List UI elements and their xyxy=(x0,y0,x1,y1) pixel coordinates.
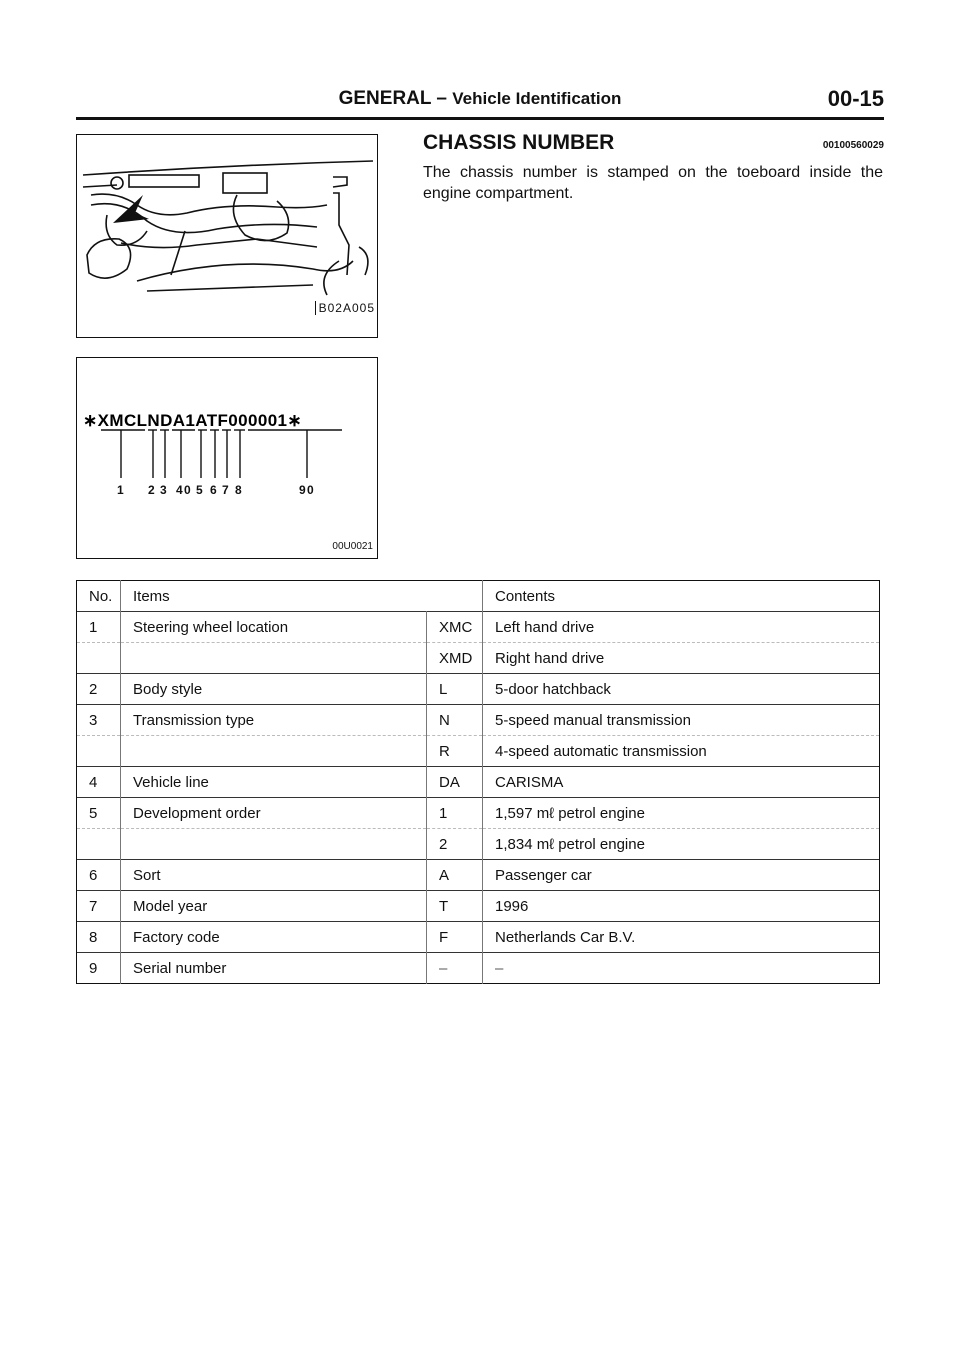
row-no: 7 xyxy=(77,891,121,922)
row-code: XMC xyxy=(427,612,483,643)
table-row xyxy=(77,612,880,643)
section-description: The chassis number is stamped on the toeboard inside the engine compartment. xyxy=(423,164,883,202)
vin-label-3: 3 xyxy=(160,483,167,497)
row-item: Vehicle line xyxy=(121,767,427,798)
row-item: Steering wheel location xyxy=(121,612,427,643)
row-content: Right hand drive xyxy=(483,643,880,674)
page-number: 00-15 xyxy=(827,86,884,111)
header-no: No. xyxy=(77,581,121,612)
row-content: 4-speed automatic transmission xyxy=(483,736,880,767)
table-row xyxy=(77,736,880,767)
engine-compartment-figure xyxy=(76,134,378,338)
header-blank xyxy=(427,581,483,612)
row-no: 5 xyxy=(77,798,121,829)
row-content: 5-speed manual transmission xyxy=(483,705,880,736)
table-row xyxy=(77,674,880,705)
section-id: 00100560029 xyxy=(822,140,884,151)
row-content: 1,597 mℓ petrol engine xyxy=(483,798,880,829)
figure-code: 00U0021 xyxy=(332,541,373,552)
vin-string: ∗XMCLNDA1ATF000001∗ xyxy=(83,411,303,430)
vin-label-9: 9 xyxy=(299,483,306,497)
vin-label-4: 4 xyxy=(176,483,183,497)
row-code: 1 xyxy=(427,798,483,829)
row-code: F xyxy=(427,922,483,953)
vin-label-5: 5 xyxy=(196,483,203,497)
row-content: CARISMA xyxy=(483,767,880,798)
row-content: – xyxy=(483,953,880,984)
header-contents: Contents xyxy=(483,581,880,612)
table-row xyxy=(77,643,880,674)
table-header-row xyxy=(77,581,880,612)
row-item: Model year xyxy=(121,891,427,922)
title-main: GENERAL xyxy=(338,88,432,109)
table-row xyxy=(77,860,880,891)
row-no: 2 xyxy=(77,674,121,705)
row-code: – xyxy=(427,953,483,984)
row-item xyxy=(121,829,427,860)
row-content: 1,834 mℓ petrol engine xyxy=(483,829,880,860)
vin-label-6: 6 xyxy=(210,483,217,497)
vin-label-2: 2 xyxy=(148,483,155,497)
vin-label-8: 8 xyxy=(235,483,242,497)
table-row xyxy=(77,829,880,860)
title-separator: – xyxy=(431,88,453,109)
row-content: 1996 xyxy=(483,891,880,922)
section-title: CHASSIS NUMBER xyxy=(423,131,615,154)
vin-label-0b: 0 xyxy=(307,483,314,497)
vin-label-7: 7 xyxy=(222,483,229,497)
vin-label-1: 1 xyxy=(117,483,124,497)
row-content: Left hand drive xyxy=(483,612,880,643)
row-no: 6 xyxy=(77,860,121,891)
vin-label-0a: 0 xyxy=(184,483,191,497)
row-item: Sort xyxy=(121,860,427,891)
row-code: DA xyxy=(427,767,483,798)
table-row xyxy=(77,922,880,953)
row-no: 1 xyxy=(77,612,121,643)
page-header xyxy=(76,86,884,118)
row-item: Factory code xyxy=(121,922,427,953)
row-no xyxy=(77,829,121,860)
vin-breakdown-drawing xyxy=(77,358,379,560)
row-code: A xyxy=(427,860,483,891)
row-item: Development order xyxy=(121,798,427,829)
row-no xyxy=(77,643,121,674)
table-row xyxy=(77,953,880,984)
row-code: XMD xyxy=(427,643,483,674)
row-content: 5-door hatchback xyxy=(483,674,880,705)
row-code: R xyxy=(427,736,483,767)
header-items: Items xyxy=(133,587,170,605)
row-item: Body style xyxy=(121,674,427,705)
row-item: Serial number xyxy=(121,953,427,984)
row-code: N xyxy=(427,705,483,736)
row-no: 8 xyxy=(77,922,121,953)
row-content: Passenger car xyxy=(483,860,880,891)
header-rule xyxy=(76,117,884,120)
title-sub: Vehicle Identification xyxy=(452,89,622,108)
row-code: L xyxy=(427,674,483,705)
row-item xyxy=(121,643,427,674)
row-code: T xyxy=(427,891,483,922)
row-no: 4 xyxy=(77,767,121,798)
row-no xyxy=(77,736,121,767)
table-row xyxy=(77,705,880,736)
figure-code: B02A005 xyxy=(315,301,375,315)
page-title xyxy=(76,88,884,110)
row-content: Netherlands Car B.V. xyxy=(483,922,880,953)
row-no: 3 xyxy=(77,705,121,736)
row-item xyxy=(121,736,427,767)
row-no: 9 xyxy=(77,953,121,984)
table-row xyxy=(77,798,880,829)
table-row xyxy=(77,891,880,922)
vin-breakdown-figure xyxy=(76,357,378,559)
table-row xyxy=(77,767,880,798)
row-code: 2 xyxy=(427,829,483,860)
row-item: Transmission type xyxy=(121,705,427,736)
vin-items-table xyxy=(76,580,880,984)
